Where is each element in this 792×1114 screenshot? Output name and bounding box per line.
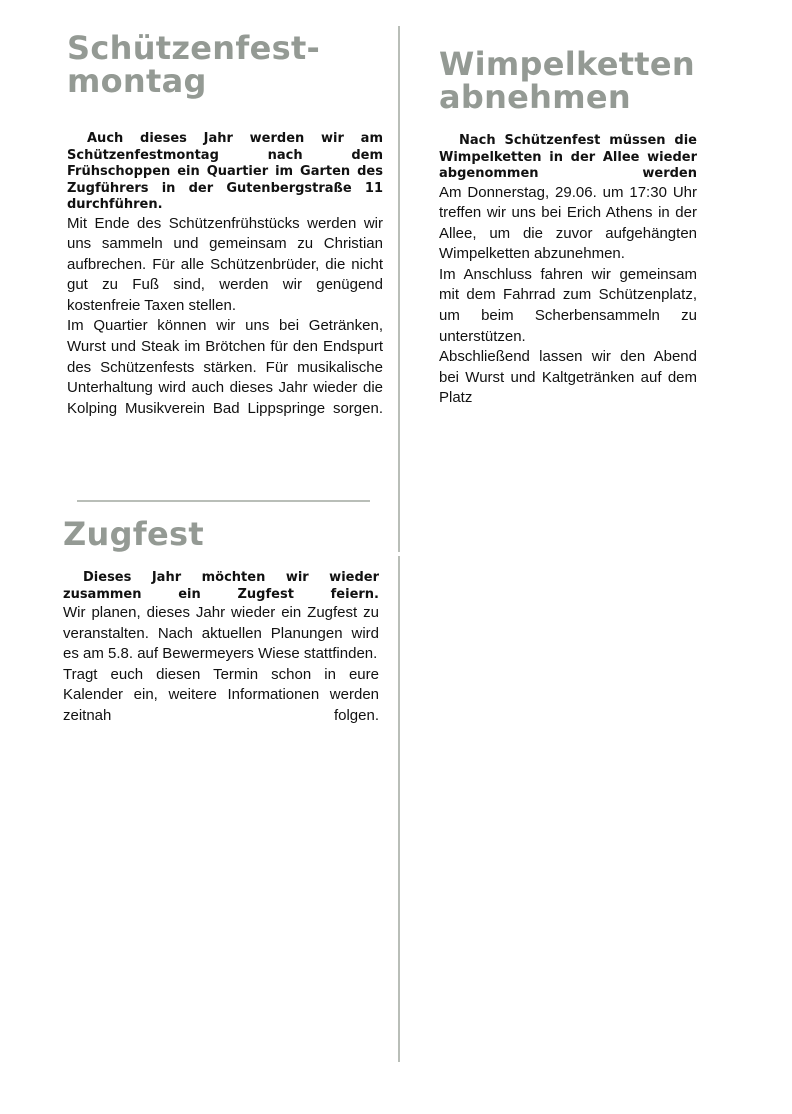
section-divider [77, 500, 370, 502]
headline-wimpelketten: Wimpelketten abnehmen [439, 45, 695, 116]
headline-zugfest: Zugfest [63, 515, 204, 553]
lead-schuetzenfestmontag: Auch dieses Jahr werden wir am Schützenfestmontag nach dem Frühschoppen ein Quartier im Garten des Zugführers in der Gutenbergstraße 11 durchführen. [67, 131, 383, 212]
lead-wimpelketten: Nach Schützenfest müssen die Wimpelketten in der Allee wieder abgenommen werden [439, 133, 697, 181]
paragraph: Im Anschluss fahren wir gemeinsam mit dem Fahrrad zum Schützenplatz, um beim Scherbensammeln zu unterstützen. [439, 265, 697, 345]
paragraph: Tragt euch diesen Termin schon in eure Kalender ein, weitere Informationen werden zeitnah folgen. [63, 665, 379, 724]
article-schuetzenfestmontag [67, 29, 383, 419]
paragraph: Wir planen, dieses Jahr wieder ein Zugfest zu veranstalten. Nach aktuellen Planungen wird es am 5.8. auf Bewermeyers Wiese stattfinden. [63, 604, 379, 663]
paragraph: Abschließend lassen wir den Abend bei Wurst und Kaltgetränken auf dem Platz [439, 348, 697, 407]
lead-zugfest: Dieses Jahr möchten wir wieder zusammen ein Zugfest feiern. [63, 570, 379, 602]
paragraph: Mit Ende des Schützenfrühstücks werden wir uns sammeln und gemeinsam zu Christian aufbrechen. Für alle Schützenbrüder, die nicht gut zu Fuß sind, werden wir genügend kostenfreie Taxen stellen. [67, 214, 383, 314]
headline-schuetzenfestmontag: Schützenfest- montag [67, 29, 321, 100]
paragraph: Im Quartier können wir uns bei Getränken, Wurst und Steak im Brötchen für den Endspurt des Schützenfests stärken. Für musikalische Unterhaltung wird auch dieses Jahr wieder die Kolping Musikverein Bad Lippspringe sorgen. [67, 317, 383, 417]
column-divider-top [398, 26, 400, 552]
paragraph: Am Donnerstag, 29.06. um 17:30 Uhr treffen wir uns bei Erich Athens in der Allee, um die zuvor aufgehängten Wimpelketten abzunehmen. [439, 183, 697, 263]
article-wimpelketten [439, 45, 697, 409]
column-divider-bottom [398, 556, 400, 1062]
article-zugfest [63, 515, 379, 727]
